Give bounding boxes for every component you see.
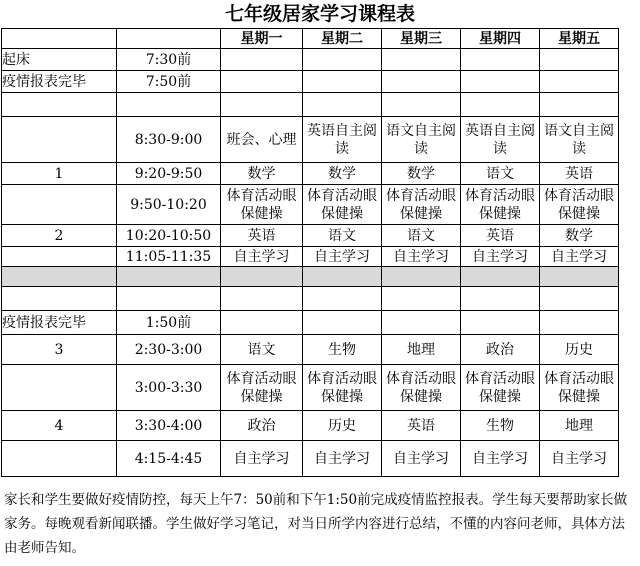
subject-cell — [382, 93, 461, 117]
time-cell — [117, 287, 221, 311]
subject-cell — [303, 71, 382, 93]
subject-cell — [303, 311, 382, 335]
subject-cell: 历史 — [303, 411, 382, 441]
subject-cell: 自主学习 — [461, 247, 540, 267]
subject-cell: 政治 — [461, 335, 540, 365]
subject-cell: 英语自主阅读 — [461, 117, 540, 163]
instructions-note: 家长和学生要做好疫情防控，每天上午7：50前和下午1:50前完成疫情监控报表。学生每天要帮助家长做家务。每晚观看新闻联播。学生做好学习笔记，对当日所学内容进行总结，不懂的内容问老师，具体方法由老师告知。 — [4, 492, 628, 556]
time-cell — [117, 267, 221, 287]
subject-cell: 数学 — [382, 163, 461, 185]
row-label — [2, 185, 117, 225]
subject-cell — [461, 49, 540, 71]
time-cell: 2:30-3:00 — [117, 335, 221, 365]
subject-cell: 英语 — [382, 411, 461, 441]
subject-cell: 自主学习 — [540, 441, 619, 477]
subject-cell: 体育活动眼保健操 — [540, 185, 619, 225]
time-cell: 7:30前 — [117, 49, 221, 71]
schedule-row — [2, 93, 619, 117]
row-label: 3 — [2, 335, 117, 365]
subject-cell: 生物 — [303, 335, 382, 365]
subject-cell: 语文 — [221, 335, 303, 365]
subject-cell — [540, 71, 619, 93]
schedule-row — [2, 225, 619, 247]
subject-cell: 地理 — [382, 335, 461, 365]
subject-cell: 自主学习 — [221, 441, 303, 477]
schedule-table — [1, 28, 619, 477]
time-cell: 3:00-3:30 — [117, 365, 221, 411]
subject-cell: 体育活动眼保健操 — [540, 365, 619, 411]
subject-cell — [221, 71, 303, 93]
subject-cell: 自主学习 — [540, 247, 619, 267]
subject-cell: 英语 — [221, 225, 303, 247]
subject-cell — [221, 93, 303, 117]
subject-cell — [303, 267, 382, 287]
schedule-row — [2, 185, 619, 225]
row-label — [2, 365, 117, 411]
subject-cell — [461, 71, 540, 93]
subject-cell: 地理 — [540, 411, 619, 441]
row-label: 疫情报表完毕 — [2, 71, 117, 93]
time-cell — [117, 93, 221, 117]
subject-cell: 语文自主阅读 — [382, 117, 461, 163]
header-time — [117, 29, 221, 49]
day-header: 星期一 — [221, 29, 303, 49]
subject-cell: 自主学习 — [461, 441, 540, 477]
row-label: 4 — [2, 411, 117, 441]
header-row — [2, 29, 619, 49]
subject-cell: 语文 — [382, 225, 461, 247]
row-label — [2, 267, 117, 287]
subject-cell: 英语自主阅读 — [303, 117, 382, 163]
schedule-title: 七年级居家学习课程表 — [224, 3, 415, 25]
schedule-row — [2, 267, 619, 287]
subject-cell — [540, 93, 619, 117]
subject-cell: 自主学习 — [382, 441, 461, 477]
time-cell: 3:30-4:00 — [117, 411, 221, 441]
subject-cell: 英语 — [540, 163, 619, 185]
schedule-body — [2, 29, 619, 477]
subject-cell: 语文 — [461, 163, 540, 185]
schedule-row — [2, 247, 619, 267]
time-cell: 10:20-10:50 — [117, 225, 221, 247]
day-header: 星期五 — [540, 29, 619, 49]
subject-cell: 体育活动眼保健操 — [303, 185, 382, 225]
day-header: 星期四 — [461, 29, 540, 49]
header-corner — [2, 29, 117, 49]
subject-cell — [461, 287, 540, 311]
time-cell: 9:50-10:20 — [117, 185, 221, 225]
subject-cell: 历史 — [540, 335, 619, 365]
subject-cell — [303, 49, 382, 71]
row-label — [2, 117, 117, 163]
subject-cell: 体育活动眼保健操 — [221, 185, 303, 225]
subject-cell — [303, 93, 382, 117]
schedule-row — [2, 287, 619, 311]
subject-cell — [540, 311, 619, 335]
schedule-row — [2, 311, 619, 335]
subject-cell — [540, 267, 619, 287]
schedule-row — [2, 71, 619, 93]
subject-cell: 数学 — [540, 225, 619, 247]
schedule-row — [2, 117, 619, 163]
subject-cell — [382, 311, 461, 335]
subject-cell: 体育活动眼保健操 — [382, 185, 461, 225]
subject-cell: 自主学习 — [303, 247, 382, 267]
subject-cell: 班会、心理 — [221, 117, 303, 163]
time-cell: 4:15-4:45 — [117, 441, 221, 477]
time-cell: 9:20-9:50 — [117, 163, 221, 185]
subject-cell: 数学 — [303, 163, 382, 185]
subject-cell: 语文自主阅读 — [540, 117, 619, 163]
subject-cell: 语文 — [303, 225, 382, 247]
subject-cell: 体育活动眼保健操 — [303, 365, 382, 411]
schedule-row — [2, 49, 619, 71]
subject-cell — [382, 267, 461, 287]
subject-cell: 体育活动眼保健操 — [461, 185, 540, 225]
row-label: 疫情报表完毕 — [2, 311, 117, 335]
subject-cell — [221, 311, 303, 335]
row-label — [2, 287, 117, 311]
subject-cell: 体育活动眼保健操 — [461, 365, 540, 411]
row-label — [2, 247, 117, 267]
subject-cell: 自主学习 — [221, 247, 303, 267]
schedule-row — [2, 411, 619, 441]
subject-cell — [382, 49, 461, 71]
day-header: 星期三 — [382, 29, 461, 49]
time-cell: 8:30-9:00 — [117, 117, 221, 163]
subject-cell — [303, 287, 382, 311]
subject-cell: 数学 — [221, 163, 303, 185]
subject-cell: 生物 — [461, 411, 540, 441]
subject-cell — [540, 287, 619, 311]
subject-cell: 自主学习 — [303, 441, 382, 477]
row-label — [2, 93, 117, 117]
subject-cell — [540, 49, 619, 71]
subject-cell — [382, 287, 461, 311]
time-cell: 7:50前 — [117, 71, 221, 93]
day-header: 星期二 — [303, 29, 382, 49]
row-label: 1 — [2, 163, 117, 185]
row-label: 起床 — [2, 49, 117, 71]
schedule-row — [2, 163, 619, 185]
row-label: 2 — [2, 225, 117, 247]
subject-cell — [221, 49, 303, 71]
schedule-row — [2, 335, 619, 365]
row-label — [2, 441, 117, 477]
subject-cell — [461, 267, 540, 287]
schedule-row — [2, 365, 619, 411]
time-cell: 1:50前 — [117, 311, 221, 335]
subject-cell — [461, 93, 540, 117]
subject-cell — [461, 311, 540, 335]
subject-cell — [221, 267, 303, 287]
time-cell: 11:05-11:35 — [117, 247, 221, 267]
subject-cell — [382, 71, 461, 93]
subject-cell: 政治 — [221, 411, 303, 441]
subject-cell — [221, 287, 303, 311]
subject-cell: 体育活动眼保健操 — [382, 365, 461, 411]
schedule-row — [2, 441, 619, 477]
subject-cell: 自主学习 — [382, 247, 461, 267]
subject-cell: 体育活动眼保健操 — [221, 365, 303, 411]
subject-cell: 英语 — [461, 225, 540, 247]
